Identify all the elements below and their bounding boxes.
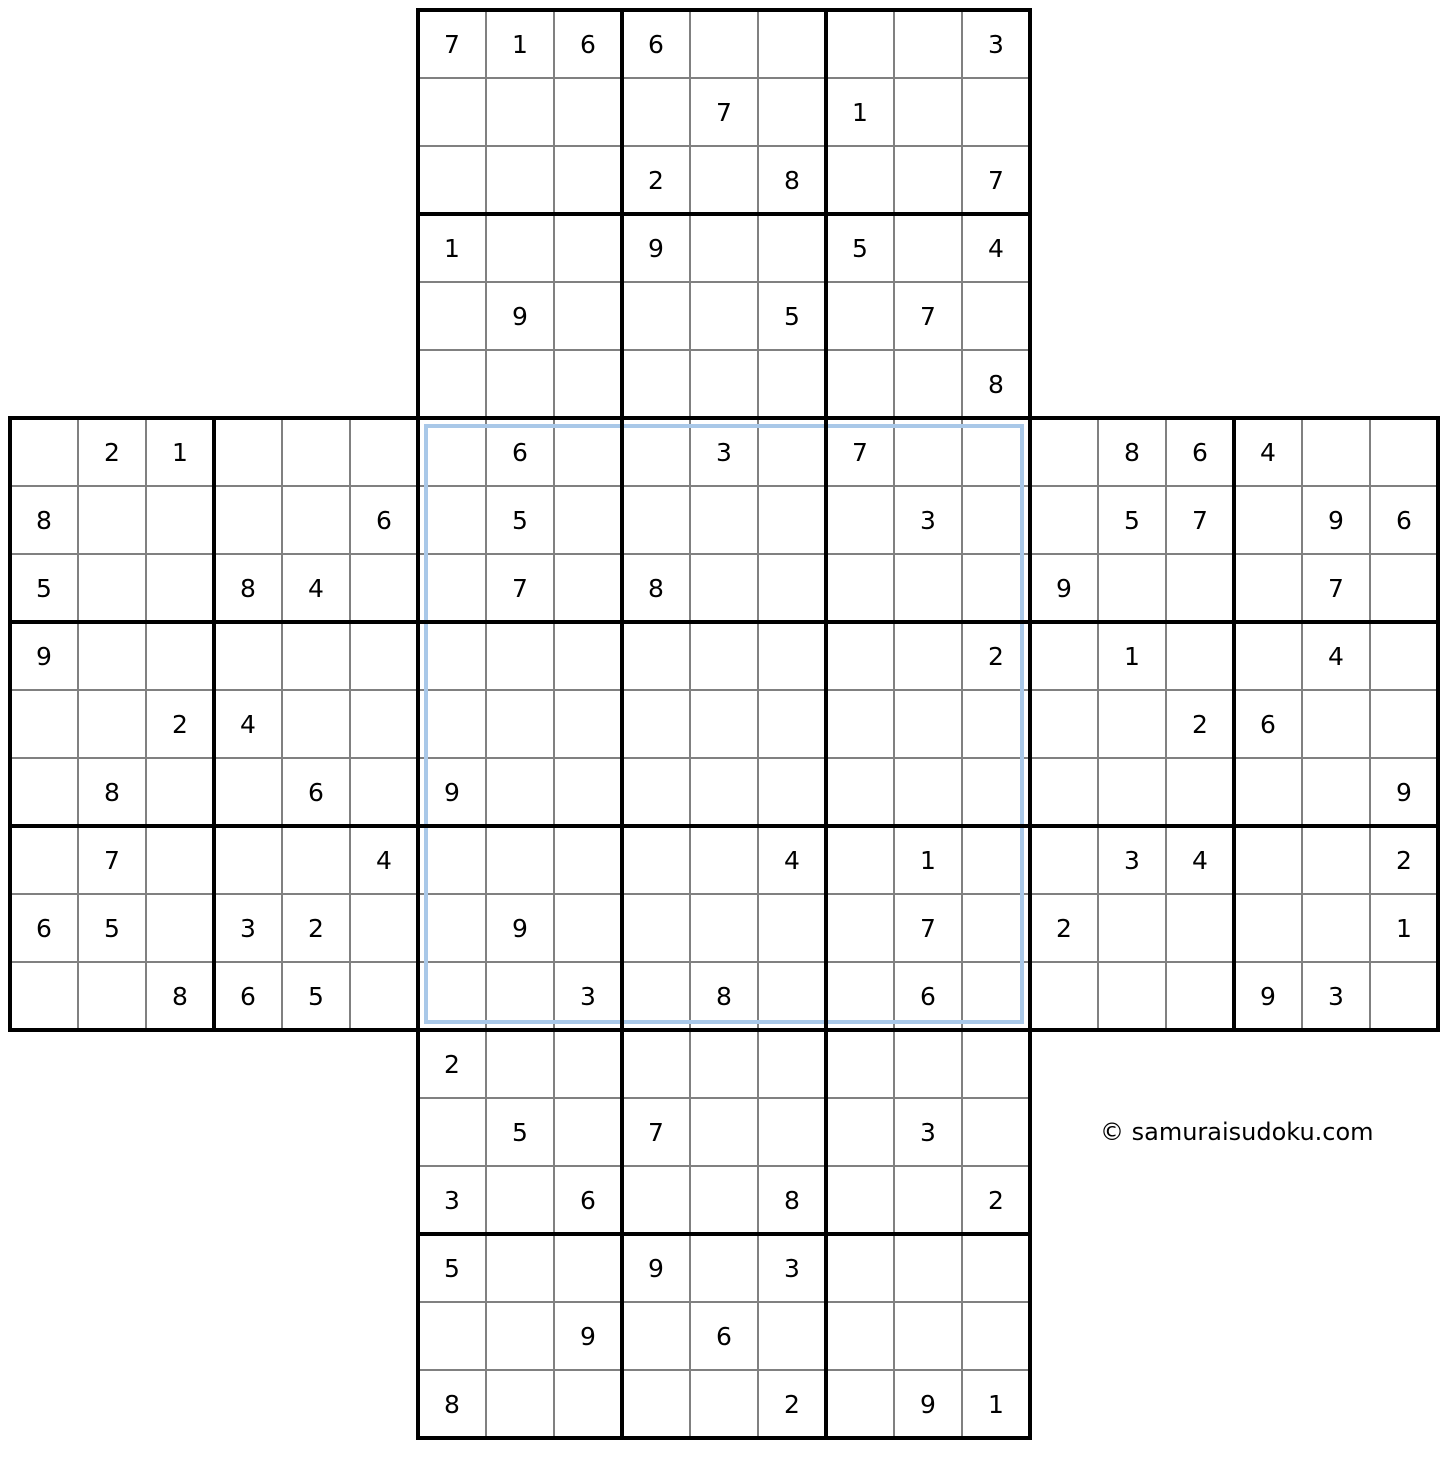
given-digit: 2 [104, 437, 120, 467]
empty-cell[interactable] [554, 146, 622, 214]
empty-cell[interactable] [554, 486, 622, 554]
empty-cell[interactable] [146, 826, 214, 894]
given-digit: 8 [784, 1185, 800, 1215]
given-digit: 9 [1396, 777, 1412, 807]
empty-cell[interactable] [1030, 962, 1098, 1030]
empty-cell[interactable] [418, 826, 486, 894]
empty-cell[interactable] [350, 622, 418, 690]
given-digit: 3 [920, 1117, 936, 1147]
empty-cell[interactable] [78, 486, 146, 554]
empty-cell[interactable] [690, 1166, 758, 1234]
given-digit: 9 [512, 913, 528, 943]
empty-cell[interactable] [1098, 962, 1166, 1030]
given-digit: 5 [512, 505, 528, 535]
empty-cell[interactable] [554, 214, 622, 282]
empty-cell[interactable] [962, 758, 1030, 826]
empty-cell[interactable] [690, 350, 758, 418]
empty-cell[interactable] [1166, 554, 1234, 622]
given-digit: 5 [104, 913, 120, 943]
empty-cell[interactable] [78, 962, 146, 1030]
empty-cell[interactable] [894, 146, 962, 214]
empty-cell[interactable] [894, 1302, 962, 1370]
given-digit: 4 [784, 845, 800, 875]
empty-cell[interactable] [690, 554, 758, 622]
given-digit: 3 [580, 981, 596, 1011]
empty-cell[interactable] [78, 554, 146, 622]
empty-cell[interactable] [622, 622, 690, 690]
given-digit: 4 [308, 573, 324, 603]
empty-cell[interactable] [758, 1030, 826, 1098]
given-digit: 3 [1328, 981, 1344, 1011]
empty-cell[interactable] [758, 10, 826, 78]
empty-cell[interactable] [894, 350, 962, 418]
empty-cell[interactable] [826, 622, 894, 690]
empty-cell[interactable] [1302, 826, 1370, 894]
given-digit: 5 [1124, 505, 1140, 535]
empty-cell[interactable] [350, 758, 418, 826]
empty-cell[interactable] [282, 690, 350, 758]
given-digit: 2 [988, 641, 1004, 671]
empty-cell[interactable] [826, 1234, 894, 1302]
empty-cell[interactable] [10, 826, 78, 894]
given-digit: 1 [920, 845, 936, 875]
empty-cell[interactable] [486, 758, 554, 826]
empty-cell[interactable] [622, 962, 690, 1030]
empty-cell[interactable] [554, 418, 622, 486]
empty-cell[interactable] [554, 758, 622, 826]
given-digit: 9 [444, 777, 460, 807]
empty-cell[interactable] [894, 418, 962, 486]
empty-cell[interactable] [690, 214, 758, 282]
empty-cell[interactable] [1234, 554, 1302, 622]
given-digit: 6 [1396, 505, 1412, 535]
given-digit: 7 [444, 29, 460, 59]
empty-cell[interactable] [146, 486, 214, 554]
given-digit: 6 [308, 777, 324, 807]
empty-cell[interactable] [554, 350, 622, 418]
empty-cell[interactable] [554, 1098, 622, 1166]
empty-cell[interactable] [622, 350, 690, 418]
empty-cell[interactable] [1030, 826, 1098, 894]
given-digit: 6 [240, 981, 256, 1011]
empty-cell[interactable] [1030, 758, 1098, 826]
empty-cell[interactable] [214, 622, 282, 690]
empty-cell[interactable] [214, 486, 282, 554]
empty-cell[interactable] [826, 826, 894, 894]
empty-cell[interactable] [894, 1030, 962, 1098]
empty-cell[interactable] [1234, 826, 1302, 894]
empty-cell[interactable] [10, 418, 78, 486]
empty-cell[interactable] [554, 1234, 622, 1302]
given-digit: 3 [784, 1253, 800, 1283]
given-digit: 1 [512, 29, 528, 59]
empty-cell[interactable] [78, 690, 146, 758]
given-digit: 7 [512, 573, 528, 603]
given-digit: 1 [1124, 641, 1140, 671]
empty-cell[interactable] [962, 690, 1030, 758]
empty-cell[interactable] [758, 962, 826, 1030]
empty-cell[interactable] [554, 282, 622, 350]
given-digit: 7 [920, 913, 936, 943]
empty-cell[interactable] [894, 758, 962, 826]
copyright-text: © samuraisudoku.com [1100, 1118, 1374, 1146]
empty-cell[interactable] [146, 894, 214, 962]
empty-cell[interactable] [1234, 894, 1302, 962]
empty-cell[interactable] [486, 690, 554, 758]
given-digit: 8 [1124, 437, 1140, 467]
empty-cell[interactable] [690, 1098, 758, 1166]
empty-cell[interactable] [214, 758, 282, 826]
given-digit: 2 [1056, 913, 1072, 943]
empty-cell[interactable] [1370, 418, 1438, 486]
given-digit: 4 [376, 845, 392, 875]
empty-cell[interactable] [894, 622, 962, 690]
empty-cell[interactable] [690, 10, 758, 78]
empty-cell[interactable] [486, 214, 554, 282]
empty-cell[interactable] [146, 554, 214, 622]
empty-cell[interactable] [826, 690, 894, 758]
given-digit: 2 [1192, 709, 1208, 739]
empty-cell[interactable] [1302, 894, 1370, 962]
empty-cell[interactable] [622, 1166, 690, 1234]
empty-cell[interactable] [758, 554, 826, 622]
empty-cell[interactable] [758, 894, 826, 962]
given-digit: 6 [376, 505, 392, 535]
empty-cell[interactable] [894, 10, 962, 78]
empty-cell[interactable] [418, 894, 486, 962]
empty-cell[interactable] [826, 758, 894, 826]
empty-cell[interactable] [622, 282, 690, 350]
given-digit: 9 [580, 1321, 596, 1351]
given-digit: 5 [784, 301, 800, 331]
empty-cell[interactable] [758, 622, 826, 690]
empty-cell[interactable] [1234, 758, 1302, 826]
empty-cell[interactable] [554, 78, 622, 146]
empty-cell[interactable] [214, 418, 282, 486]
empty-cell[interactable] [486, 146, 554, 214]
empty-cell[interactable] [962, 418, 1030, 486]
empty-cell[interactable] [418, 622, 486, 690]
empty-cell[interactable] [962, 894, 1030, 962]
empty-cell[interactable] [214, 826, 282, 894]
empty-cell[interactable] [622, 486, 690, 554]
empty-cell[interactable] [962, 1098, 1030, 1166]
empty-cell[interactable] [1370, 962, 1438, 1030]
empty-cell[interactable] [486, 350, 554, 418]
given-digit: 7 [920, 301, 936, 331]
given-digit: 2 [172, 709, 188, 739]
empty-cell[interactable] [894, 78, 962, 146]
empty-cell[interactable] [622, 1302, 690, 1370]
empty-cell[interactable] [758, 214, 826, 282]
given-digit: 8 [716, 981, 732, 1011]
empty-cell[interactable] [1030, 418, 1098, 486]
empty-cell[interactable] [1302, 690, 1370, 758]
given-digit: 9 [920, 1389, 936, 1419]
empty-cell[interactable] [826, 486, 894, 554]
empty-cell[interactable] [486, 1166, 554, 1234]
empty-cell[interactable] [826, 554, 894, 622]
empty-cell[interactable] [486, 1234, 554, 1302]
given-digit: 8 [240, 573, 256, 603]
empty-cell[interactable] [622, 690, 690, 758]
given-digit: 6 [36, 913, 52, 943]
empty-cell[interactable] [1098, 690, 1166, 758]
given-digit: 3 [444, 1185, 460, 1215]
empty-cell[interactable] [486, 622, 554, 690]
empty-cell[interactable] [1302, 418, 1370, 486]
empty-cell[interactable] [10, 758, 78, 826]
empty-cell[interactable] [146, 758, 214, 826]
given-digit: 8 [172, 981, 188, 1011]
empty-cell[interactable] [418, 554, 486, 622]
empty-cell[interactable] [554, 622, 622, 690]
empty-cell[interactable] [1098, 894, 1166, 962]
empty-cell[interactable] [10, 690, 78, 758]
empty-cell[interactable] [826, 1098, 894, 1166]
empty-cell[interactable] [554, 1370, 622, 1438]
empty-cell[interactable] [690, 282, 758, 350]
given-digit: 6 [1192, 437, 1208, 467]
empty-cell[interactable] [690, 622, 758, 690]
given-digit: 4 [1192, 845, 1208, 875]
empty-cell[interactable] [486, 1370, 554, 1438]
empty-cell[interactable] [554, 690, 622, 758]
empty-cell[interactable] [418, 418, 486, 486]
empty-cell[interactable] [1030, 622, 1098, 690]
empty-cell[interactable] [1370, 622, 1438, 690]
given-digit: 6 [580, 1185, 596, 1215]
given-digit: 8 [444, 1389, 460, 1419]
given-digit: 1 [444, 233, 460, 263]
given-digit: 2 [444, 1049, 460, 1079]
empty-cell[interactable] [486, 1302, 554, 1370]
empty-cell[interactable] [1234, 622, 1302, 690]
empty-cell[interactable] [1302, 758, 1370, 826]
empty-cell[interactable] [1030, 690, 1098, 758]
given-digit: 1 [172, 437, 188, 467]
empty-cell[interactable] [826, 10, 894, 78]
empty-cell[interactable] [962, 1302, 1030, 1370]
empty-cell[interactable] [418, 1302, 486, 1370]
empty-cell[interactable] [418, 146, 486, 214]
given-digit: 3 [240, 913, 256, 943]
empty-cell[interactable] [826, 1370, 894, 1438]
given-digit: 1 [988, 1389, 1004, 1419]
given-digit: 8 [648, 573, 664, 603]
given-digit: 9 [512, 301, 528, 331]
given-digit: 6 [580, 29, 596, 59]
empty-cell[interactable] [486, 78, 554, 146]
empty-cell[interactable] [690, 486, 758, 554]
empty-cell[interactable] [1370, 690, 1438, 758]
empty-cell[interactable] [622, 1030, 690, 1098]
given-digit: 6 [920, 981, 936, 1011]
empty-cell[interactable] [1166, 894, 1234, 962]
empty-cell[interactable] [758, 486, 826, 554]
empty-cell[interactable] [418, 962, 486, 1030]
empty-cell[interactable] [690, 1234, 758, 1302]
empty-cell[interactable] [894, 1166, 962, 1234]
given-digit: 3 [716, 437, 732, 467]
empty-cell[interactable] [350, 894, 418, 962]
given-digit: 8 [104, 777, 120, 807]
empty-cell[interactable] [1234, 486, 1302, 554]
empty-cell[interactable] [826, 1030, 894, 1098]
empty-cell[interactable] [622, 1370, 690, 1438]
empty-cell[interactable] [826, 894, 894, 962]
empty-cell[interactable] [826, 350, 894, 418]
given-digit: 7 [988, 165, 1004, 195]
empty-cell[interactable] [826, 146, 894, 214]
empty-cell[interactable] [418, 486, 486, 554]
empty-cell[interactable] [758, 418, 826, 486]
given-digit: 7 [1328, 573, 1344, 603]
empty-cell[interactable] [758, 1302, 826, 1370]
given-digit: 9 [648, 1253, 664, 1283]
given-digit: 4 [240, 709, 256, 739]
empty-cell[interactable] [622, 894, 690, 962]
empty-cell[interactable] [78, 622, 146, 690]
given-digit: 7 [648, 1117, 664, 1147]
empty-cell[interactable] [10, 962, 78, 1030]
given-digit: 6 [716, 1321, 732, 1351]
given-digit: 4 [988, 233, 1004, 263]
given-digit: 6 [512, 437, 528, 467]
empty-cell[interactable] [486, 1030, 554, 1098]
empty-cell[interactable] [894, 1234, 962, 1302]
empty-cell[interactable] [282, 622, 350, 690]
given-digit: 9 [1056, 573, 1072, 603]
empty-cell[interactable] [350, 418, 418, 486]
given-digit: 9 [1260, 981, 1276, 1011]
empty-cell[interactable] [282, 826, 350, 894]
given-digit: 8 [988, 369, 1004, 399]
given-digit: 2 [308, 913, 324, 943]
given-digit: 2 [1396, 845, 1412, 875]
empty-cell[interactable] [826, 1302, 894, 1370]
empty-cell[interactable] [554, 1030, 622, 1098]
empty-cell[interactable] [1030, 486, 1098, 554]
empty-cell[interactable] [826, 282, 894, 350]
given-digit: 8 [784, 165, 800, 195]
given-digit: 3 [1124, 845, 1140, 875]
empty-cell[interactable] [350, 962, 418, 1030]
empty-cell[interactable] [758, 350, 826, 418]
empty-cell[interactable] [690, 690, 758, 758]
given-digit: 7 [716, 97, 732, 127]
empty-cell[interactable] [690, 894, 758, 962]
empty-cell[interactable] [962, 282, 1030, 350]
given-digit: 5 [308, 981, 324, 1011]
given-digit: 9 [36, 641, 52, 671]
given-digit: 7 [104, 845, 120, 875]
empty-cell[interactable] [758, 758, 826, 826]
given-digit: 7 [852, 437, 868, 467]
empty-cell[interactable] [894, 690, 962, 758]
empty-cell[interactable] [758, 1098, 826, 1166]
empty-cell[interactable] [350, 690, 418, 758]
given-digit: 9 [648, 233, 664, 263]
empty-cell[interactable] [1370, 554, 1438, 622]
empty-cell[interactable] [962, 486, 1030, 554]
empty-cell[interactable] [622, 758, 690, 826]
empty-cell[interactable] [690, 826, 758, 894]
empty-cell[interactable] [1098, 554, 1166, 622]
empty-cell[interactable] [962, 1030, 1030, 1098]
empty-cell[interactable] [418, 690, 486, 758]
given-digit: 5 [852, 233, 868, 263]
empty-cell[interactable] [622, 418, 690, 486]
empty-cell[interactable] [1166, 758, 1234, 826]
empty-cell[interactable] [1098, 758, 1166, 826]
empty-cell[interactable] [418, 1098, 486, 1166]
empty-cell[interactable] [962, 826, 1030, 894]
given-digit: 9 [1328, 505, 1344, 535]
given-digit: 3 [988, 29, 1004, 59]
empty-cell[interactable] [622, 78, 690, 146]
empty-cell[interactable] [962, 962, 1030, 1030]
empty-cell[interactable] [894, 214, 962, 282]
given-digit: 8 [36, 505, 52, 535]
empty-cell[interactable] [418, 350, 486, 418]
given-digit: 3 [920, 505, 936, 535]
empty-cell[interactable] [690, 146, 758, 214]
empty-cell[interactable] [350, 554, 418, 622]
empty-cell[interactable] [690, 1370, 758, 1438]
empty-cell[interactable] [486, 826, 554, 894]
given-digit: 6 [648, 29, 664, 59]
empty-cell[interactable] [282, 486, 350, 554]
empty-cell[interactable] [486, 962, 554, 1030]
empty-cell[interactable] [826, 962, 894, 1030]
empty-cell[interactable] [554, 826, 622, 894]
given-digit: 6 [1260, 709, 1276, 739]
given-digit: 5 [36, 573, 52, 603]
empty-cell[interactable] [690, 1030, 758, 1098]
given-digit: 2 [784, 1389, 800, 1419]
given-digit: 2 [648, 165, 664, 195]
empty-cell[interactable] [962, 1234, 1030, 1302]
empty-cell[interactable] [758, 690, 826, 758]
empty-cell[interactable] [962, 78, 1030, 146]
given-digit: 4 [1260, 437, 1276, 467]
empty-cell[interactable] [418, 78, 486, 146]
given-digit: 5 [444, 1253, 460, 1283]
empty-cell[interactable] [146, 622, 214, 690]
empty-cell[interactable] [690, 758, 758, 826]
given-digit: 5 [512, 1117, 528, 1147]
empty-cell[interactable] [554, 894, 622, 962]
empty-cell[interactable] [554, 554, 622, 622]
empty-cell[interactable] [962, 554, 1030, 622]
empty-cell[interactable] [1166, 622, 1234, 690]
empty-cell[interactable] [1166, 962, 1234, 1030]
empty-cell[interactable] [418, 282, 486, 350]
empty-cell[interactable] [894, 554, 962, 622]
given-digit: 1 [852, 97, 868, 127]
given-digit: 4 [1328, 641, 1344, 671]
empty-cell[interactable] [282, 418, 350, 486]
given-digit: 2 [988, 1185, 1004, 1215]
empty-cell[interactable] [622, 826, 690, 894]
empty-cell[interactable] [826, 1166, 894, 1234]
given-digit: 7 [1192, 505, 1208, 535]
empty-cell[interactable] [758, 78, 826, 146]
given-digit: 1 [1396, 913, 1412, 943]
